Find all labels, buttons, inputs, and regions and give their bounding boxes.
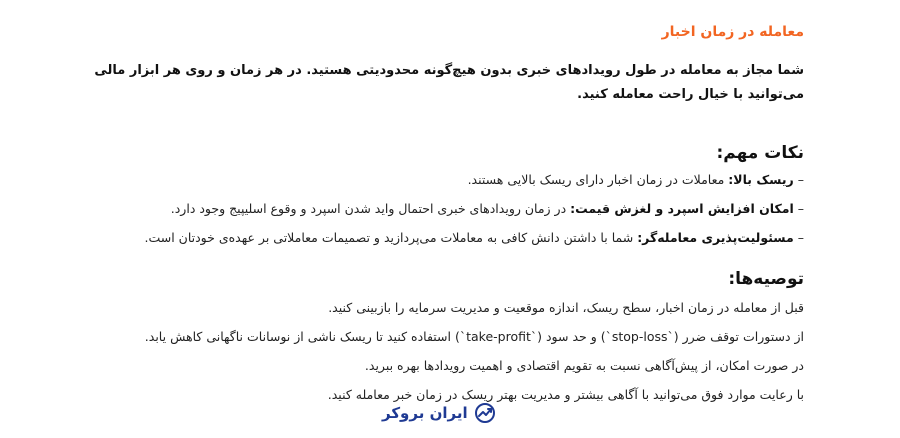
note-text: شما با داشتن دانش کافی به معاملات می‌پردازید و تصمیمات معاملاتی بر عهده‌ی خودتان است. <box>144 230 638 245</box>
brand-logo <box>382 400 512 426</box>
recommendation-item: از دستورات توقف ضرر (`stop-loss`) و حد سود (`take-profit`) استفاده کنید تا ریسک ناشی از نوسانات ناگهانی کاهش یابد. <box>144 329 804 344</box>
recommendation-item: قبل از معامله در زمان اخبار، سطح ریسک، اندازه موقعیت و مدیریت سرمایه را بازبینی کنید. <box>328 300 804 315</box>
notes-list <box>70 171 804 247</box>
section-title: معامله در زمان اخبار <box>661 24 804 40</box>
note-item <box>70 171 804 189</box>
note-bullet: – <box>793 230 804 245</box>
recommendation-item: در صورت امکان، از پیش‌آگاهی نسبت به تقویم اقتصادی و اهمیت رویدادها بهره ببرید. <box>364 358 804 373</box>
note-text: معاملات در زمان اخبار دارای ریسک بالایی هستند. <box>467 172 729 187</box>
note-label: مسئولیت‌پذیری معامله‌گر: <box>637 230 794 245</box>
note-item <box>70 200 804 218</box>
note-text: در زمان رویدادهای خبری احتمال واید شدن اسپرد و وقوع اسلیپیج وجود دارد. <box>170 201 571 216</box>
note-bullet: – <box>793 172 804 187</box>
notes-heading: نکات مهم: <box>716 143 804 163</box>
note-item <box>70 229 804 247</box>
note-bullet: – <box>793 201 804 216</box>
intro-paragraph: شما مجاز به معامله در طول رویدادهای خبری بدون هیچ‌گونه محدودیتی هستید. در هر زمان و روی هر ابزار مالی می‌توانید با خیال راحت معامله کنید. <box>94 63 804 102</box>
note-label: ریسک بالا: <box>728 172 794 187</box>
note-label: امکان افزایش اسپرد و لغزش قیمت: <box>570 201 794 216</box>
chart-growth-icon <box>474 402 496 424</box>
logo-text: ایران بروکر <box>382 404 468 422</box>
recommendations-list <box>70 299 804 404</box>
recommendation-item: با رعایت موارد فوق می‌توانید با آگاهی بیشتر و مدیریت بهتر ریسک در زمان خبر معامله کنید. <box>327 387 804 402</box>
recommendations-heading: توصیه‌ها: <box>728 269 804 289</box>
